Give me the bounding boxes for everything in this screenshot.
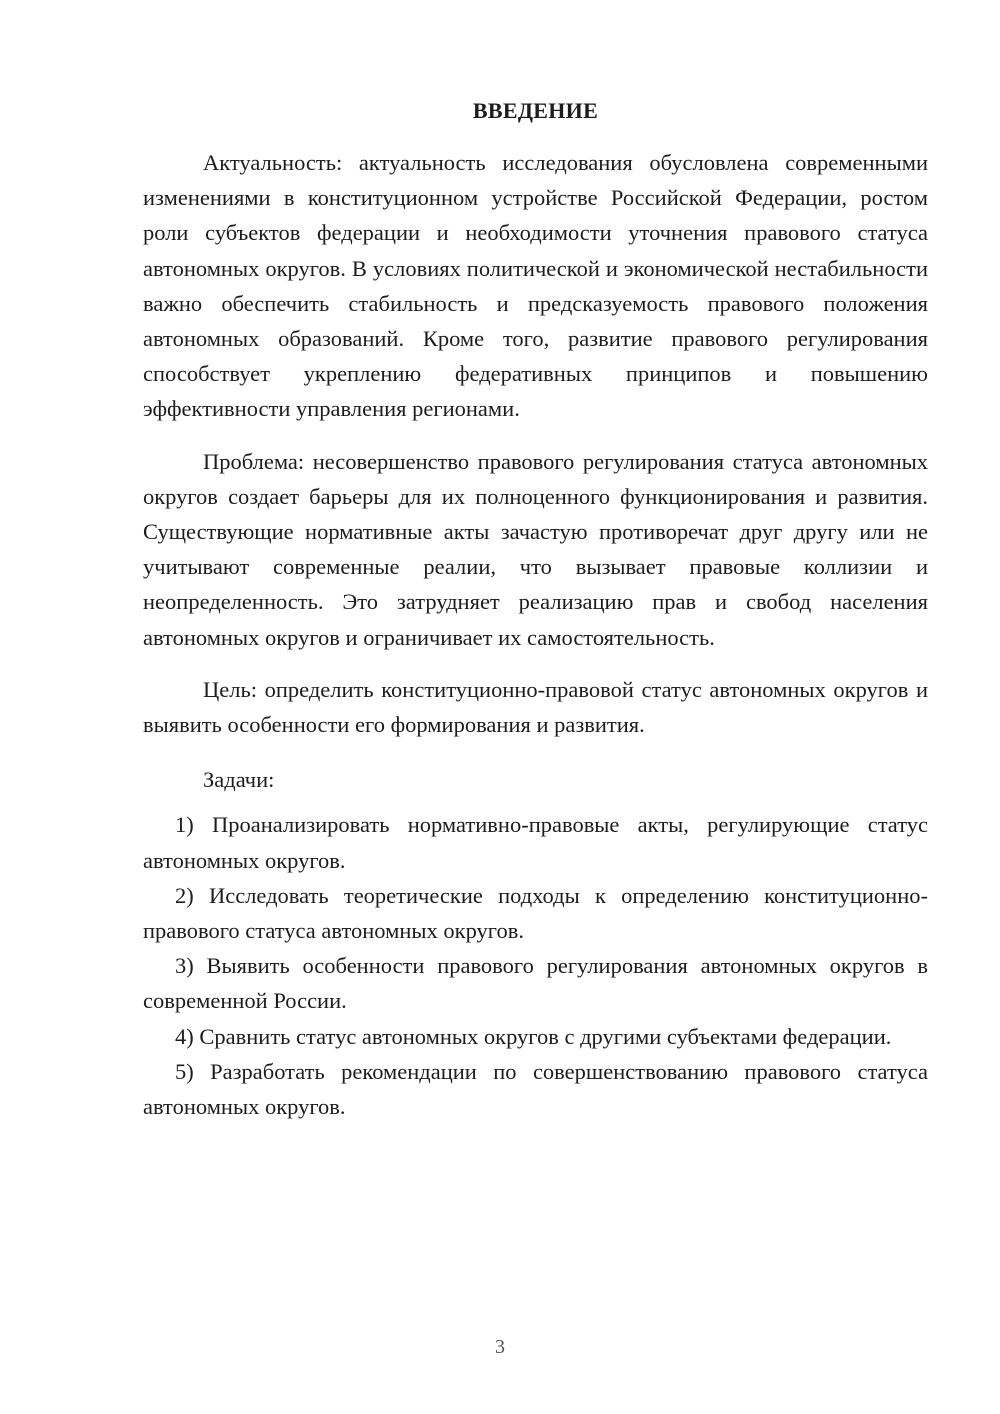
task-item: 1) Проанализировать нормативно-правовые акты, регулирующие статус автономных округов.: [143, 812, 928, 873]
section-title: ВВЕДЕНИЕ: [472, 98, 599, 123]
document-page: [143, 95, 928, 1124]
task-item: 3) Выявить особенности правового регулирования автономных округов в современной России.: [143, 953, 928, 1014]
relevance-paragraph: Актуальность: актуальность исследования обусловлена современными изменениями в конституционном устройстве Российской Федерации, ростом роли субъектов федерации и необходимости уточнения правового статуса автономных округов. В условиях политической и экономической нестабильности важно обеспечить стабильность и предсказуемость правового положения автономных образований. Кроме того, развитие правового регулирования способствует укреплению федеративных принципов и повышению эффективности управления регионами.: [143, 150, 928, 422]
goal-paragraph: Цель: определить конституционно-правовой статус автономных округов и выявить особенности его формирования и развития.: [143, 676, 928, 738]
tasks-label: Задачи:: [203, 767, 275, 793]
problem-paragraph: Проблема: несовершенство правового регулирования статуса автономных округов создает барьеры для их полноценного функционирования и развития. Существующие нормативные акты зачастую противоречат друг другу или не учитывают современные реалии, что вызывает правовые коллизии и неопределенность. Это затрудняет реализацию прав и свобод населения автономных округов и ограничивает их самостоятельность.: [143, 448, 928, 650]
task-item: 4) Сравнить статус автономных округов с другими субъектами федерации.: [175, 1023, 892, 1049]
task-item: 2) Исследовать теоретические подходы к определению конституционно-правового статуса автономных округов.: [143, 882, 928, 944]
page-number: 3: [495, 1336, 505, 1358]
task-item: 5) Разработать рекомендации по совершенствованию правового статуса автономных округов.: [143, 1058, 928, 1120]
